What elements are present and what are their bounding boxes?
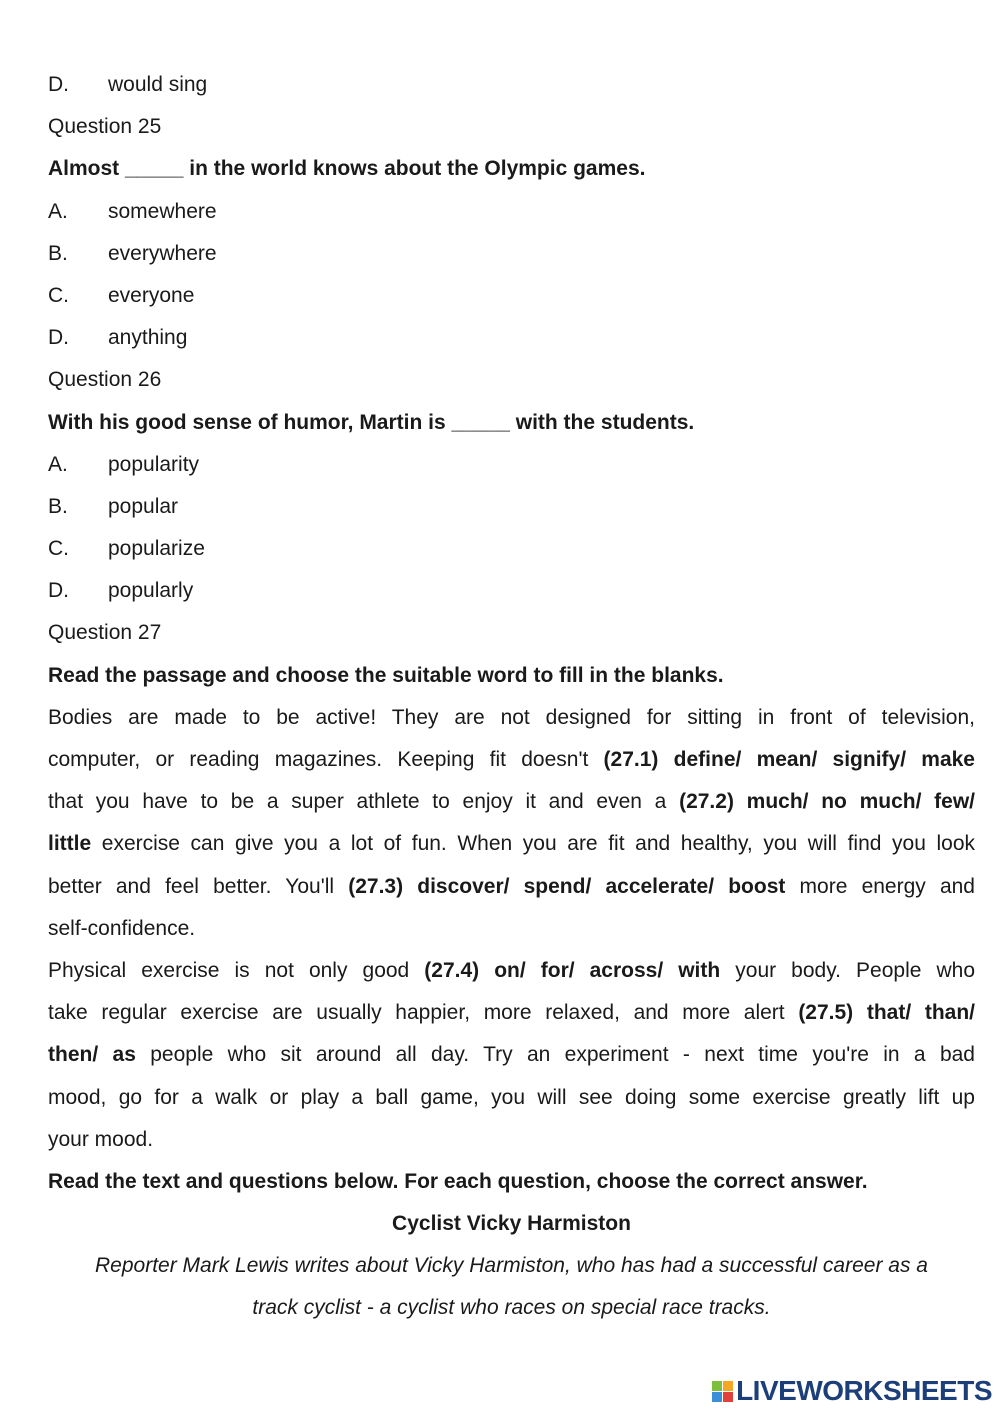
option-text: anything — [108, 326, 188, 350]
passage-text: self-confidence. — [48, 916, 196, 940]
passage-line — [48, 950, 975, 992]
passage-line — [48, 781, 975, 823]
passage-text: more energy and — [785, 874, 975, 898]
passage-text: your mood. — [48, 1127, 154, 1151]
option-letter: D. — [48, 579, 69, 603]
logo-tiles-icon — [712, 1381, 733, 1402]
option-text: popularity — [108, 452, 200, 476]
blank-choices-27-5[interactable]: (27.5) that/ than/ — [798, 1001, 975, 1025]
option-text: everyone — [108, 283, 195, 307]
passage-line — [48, 823, 975, 865]
passage-text: computer, or reading magazines. Keeping fit doesn't — [48, 748, 604, 771]
passage-text: take regular exercise are usually happier, more relaxed, and more alert — [48, 1001, 799, 1025]
option-d[interactable] — [48, 317, 975, 359]
blank-choices-27-3[interactable]: (27.3) discover/ spend/ accelerate/ boost — [348, 874, 786, 898]
option-letter: B. — [48, 494, 68, 518]
option-d[interactable] — [48, 64, 975, 106]
passage-line — [48, 992, 975, 1034]
passage-text: mood, go for a walk or play a ball game, you will see doing some exercise greatly lift up — [48, 1085, 975, 1109]
reading-title: Cyclist Vicky Harmiston — [392, 1212, 631, 1236]
option-text: popularize — [108, 537, 205, 561]
reading-intro: Reporter Mark Lewis writes about Vicky Harmiston, who has had a successful career as a — [95, 1254, 928, 1278]
blank-choices-27-1[interactable]: (27.1) define/ mean/ signify/ make — [603, 748, 975, 771]
passage-text: Bodies are made to be active! They are not designed for sitting in front of television, — [48, 705, 975, 729]
option-b[interactable] — [48, 486, 975, 528]
passage-line — [48, 1034, 975, 1076]
option-letter: D. — [48, 326, 69, 350]
passage-text: exercise can give you a lot of fun. When you are fit and healthy, you will find you look — [91, 832, 975, 856]
passage-text: people who sit around all day. Try an experiment - next time you're in a bad — [135, 1043, 975, 1067]
logo-tile — [712, 1381, 722, 1391]
passage-line — [48, 866, 975, 908]
passage-line — [48, 739, 975, 781]
passage-line — [48, 908, 975, 950]
passage-text: Physical exercise is not only good — [48, 958, 425, 982]
option-a[interactable] — [48, 191, 975, 233]
reading-intro: track cyclist - a cyclist who races on special race tracks. — [252, 1296, 771, 1320]
option-letter: A. — [48, 199, 68, 223]
passage-line — [48, 1077, 975, 1119]
option-letter: D. — [48, 73, 69, 96]
logo-tile — [723, 1392, 733, 1402]
question-label: Question 27 — [48, 621, 162, 645]
question-label: Question 26 — [48, 368, 162, 392]
question-prompt: Almost _____ in the world knows about the Olympic games. — [48, 157, 646, 181]
blank-choices-27-2-cont[interactable]: little — [48, 832, 92, 856]
option-letter: B. — [48, 241, 68, 265]
option-text: everywhere — [108, 241, 217, 265]
liveworksheets-logo — [712, 1375, 992, 1407]
option-letter: A. — [48, 452, 68, 476]
option-text: somewhere — [108, 199, 217, 223]
question-prompt: With his good sense of humor, Martin is _____ with the students. — [48, 410, 695, 434]
logo-text: LIVEWORKSHEETS — [736, 1375, 992, 1406]
logo-tile — [723, 1381, 733, 1391]
option-d[interactable] — [48, 570, 975, 612]
passage-line — [48, 697, 975, 739]
passage-line — [48, 1119, 975, 1161]
option-letter: C. — [48, 537, 69, 561]
option-text: popularly — [108, 579, 194, 603]
option-text: would sing — [108, 73, 208, 96]
question-label: Question 25 — [48, 115, 162, 139]
passage-text: better and feel better. You'll — [48, 874, 349, 898]
blank-choices-27-4[interactable]: (27.4) on/ for/ across/ with — [424, 958, 721, 982]
blank-choices-27-5-cont[interactable]: then/ as — [48, 1043, 136, 1067]
option-letter: C. — [48, 283, 69, 307]
logo-tile — [712, 1392, 722, 1402]
worksheet-page — [48, 64, 975, 1330]
question-prompt: Read the passage and choose the suitable word to fill in the blanks. — [48, 663, 724, 687]
option-b[interactable] — [48, 233, 975, 275]
reading-instruction: Read the text and questions below. For each question, choose the correct answer. — [48, 1169, 868, 1193]
passage — [48, 697, 975, 1161]
passage-text: your body. People who — [720, 958, 975, 982]
blank-choices-27-2[interactable]: (27.2) much/ no much/ few/ — [679, 790, 975, 814]
passage-text: that you have to be a super athlete to enjoy it and even a — [48, 790, 680, 814]
option-a[interactable] — [48, 444, 975, 486]
option-c[interactable] — [48, 275, 975, 317]
option-text: popular — [108, 494, 179, 518]
option-c[interactable] — [48, 528, 975, 570]
